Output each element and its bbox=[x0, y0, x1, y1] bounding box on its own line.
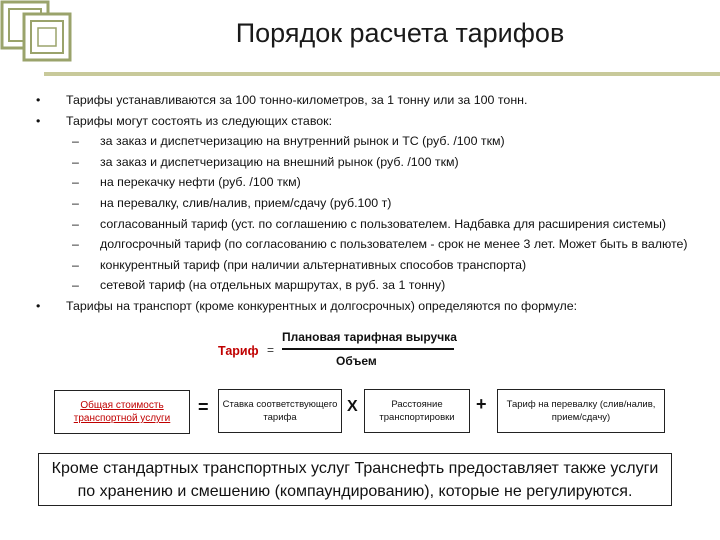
tariff-rate-box: Ставка соответствующего тарифа bbox=[218, 389, 342, 433]
distance-box: Расстояние транспортировки bbox=[364, 389, 470, 433]
bullet-text: Тарифы устанавливаются за 100 тонно-километров, за 1 тонну или за 100 тонн. bbox=[66, 93, 528, 107]
list-item bbox=[36, 111, 714, 132]
total-cost-box: Общая стоимость транспортной услуги bbox=[54, 390, 190, 434]
sub-list-item bbox=[44, 275, 714, 296]
dash-icon: – bbox=[72, 134, 79, 149]
sub-list-item bbox=[44, 172, 714, 193]
bullet-list bbox=[36, 90, 714, 317]
title-divider bbox=[44, 72, 720, 76]
bullet-icon: • bbox=[36, 298, 41, 313]
sub-item-text: за заказ и диспетчеризацию на внутренний рынок и ТС (руб. /100 ткм) bbox=[100, 134, 505, 149]
bullet-text: Тарифы на транспорт (кроме конкурентных и долгосрочных) определяются по формуле: bbox=[66, 298, 578, 313]
dash-icon: – bbox=[72, 175, 79, 190]
sub-list-item bbox=[44, 214, 714, 235]
equals-sign: = bbox=[198, 397, 209, 417]
formula-denominator: Объем bbox=[336, 354, 377, 368]
dash-icon: – bbox=[72, 216, 79, 231]
footer-note: Кроме стандартных транспортных услуг Транснефть предоставляет также услуги по хранению и смешению (компаундированию), которые не регулируются. bbox=[38, 453, 672, 506]
dash-icon: – bbox=[72, 237, 79, 252]
plus-sign: + bbox=[476, 394, 487, 414]
list-item bbox=[36, 90, 714, 111]
sub-item-text: на перевалку, слив/налив, прием/сдачу (руб.100 т) bbox=[100, 195, 392, 210]
dash-icon: – bbox=[72, 195, 79, 210]
sub-list-item bbox=[44, 131, 714, 152]
sub-item-text: сетевой тариф (на отдельных маршрутах, в руб. за 1 тонну) bbox=[100, 278, 446, 293]
dash-icon: – bbox=[72, 154, 79, 169]
sub-item-text: согласованный тариф (уст. по соглашению с пользователем. Надбавка для расширения системы) bbox=[100, 216, 667, 231]
sub-list-item bbox=[44, 193, 714, 214]
list-item bbox=[36, 296, 714, 317]
bullet-icon: • bbox=[36, 93, 41, 107]
sub-list-item bbox=[44, 152, 714, 173]
sub-item-text: конкурентный тариф (при наличии альтернативных способов транспорта) bbox=[100, 257, 527, 272]
sub-item-text: долгосрочный тариф (по согласованию с пользователем - срок не менее 3 лет. Может быть в валюте) bbox=[100, 237, 688, 252]
sub-list-item bbox=[44, 255, 714, 276]
fraction-line bbox=[282, 348, 454, 350]
sub-item-text: за заказ и диспетчеризацию на внешний рынок (руб. /100 ткм) bbox=[100, 154, 459, 169]
tariff-formula bbox=[218, 330, 468, 370]
transshipment-box: Тариф на перевалку (слив/налив, прием/сдачу) bbox=[497, 389, 665, 433]
sub-list-item bbox=[44, 234, 714, 255]
sub-item-text: на перекачку нефти (руб. /100 ткм) bbox=[100, 175, 301, 190]
formula-label: Тариф bbox=[218, 344, 259, 358]
multiply-sign: Х bbox=[347, 398, 358, 415]
bullet-icon: • bbox=[36, 113, 41, 128]
dash-icon: – bbox=[72, 278, 79, 293]
logo-squares-icon bbox=[0, 0, 80, 80]
formula-equals: = bbox=[267, 343, 275, 357]
page-title: Порядок расчета тарифов bbox=[235, 18, 565, 48]
formula-numerator: Плановая тарифная выручка bbox=[282, 330, 457, 344]
bullet-text: Тарифы могут состоять из следующих ставок: bbox=[66, 113, 333, 128]
dash-icon: – bbox=[72, 257, 79, 272]
